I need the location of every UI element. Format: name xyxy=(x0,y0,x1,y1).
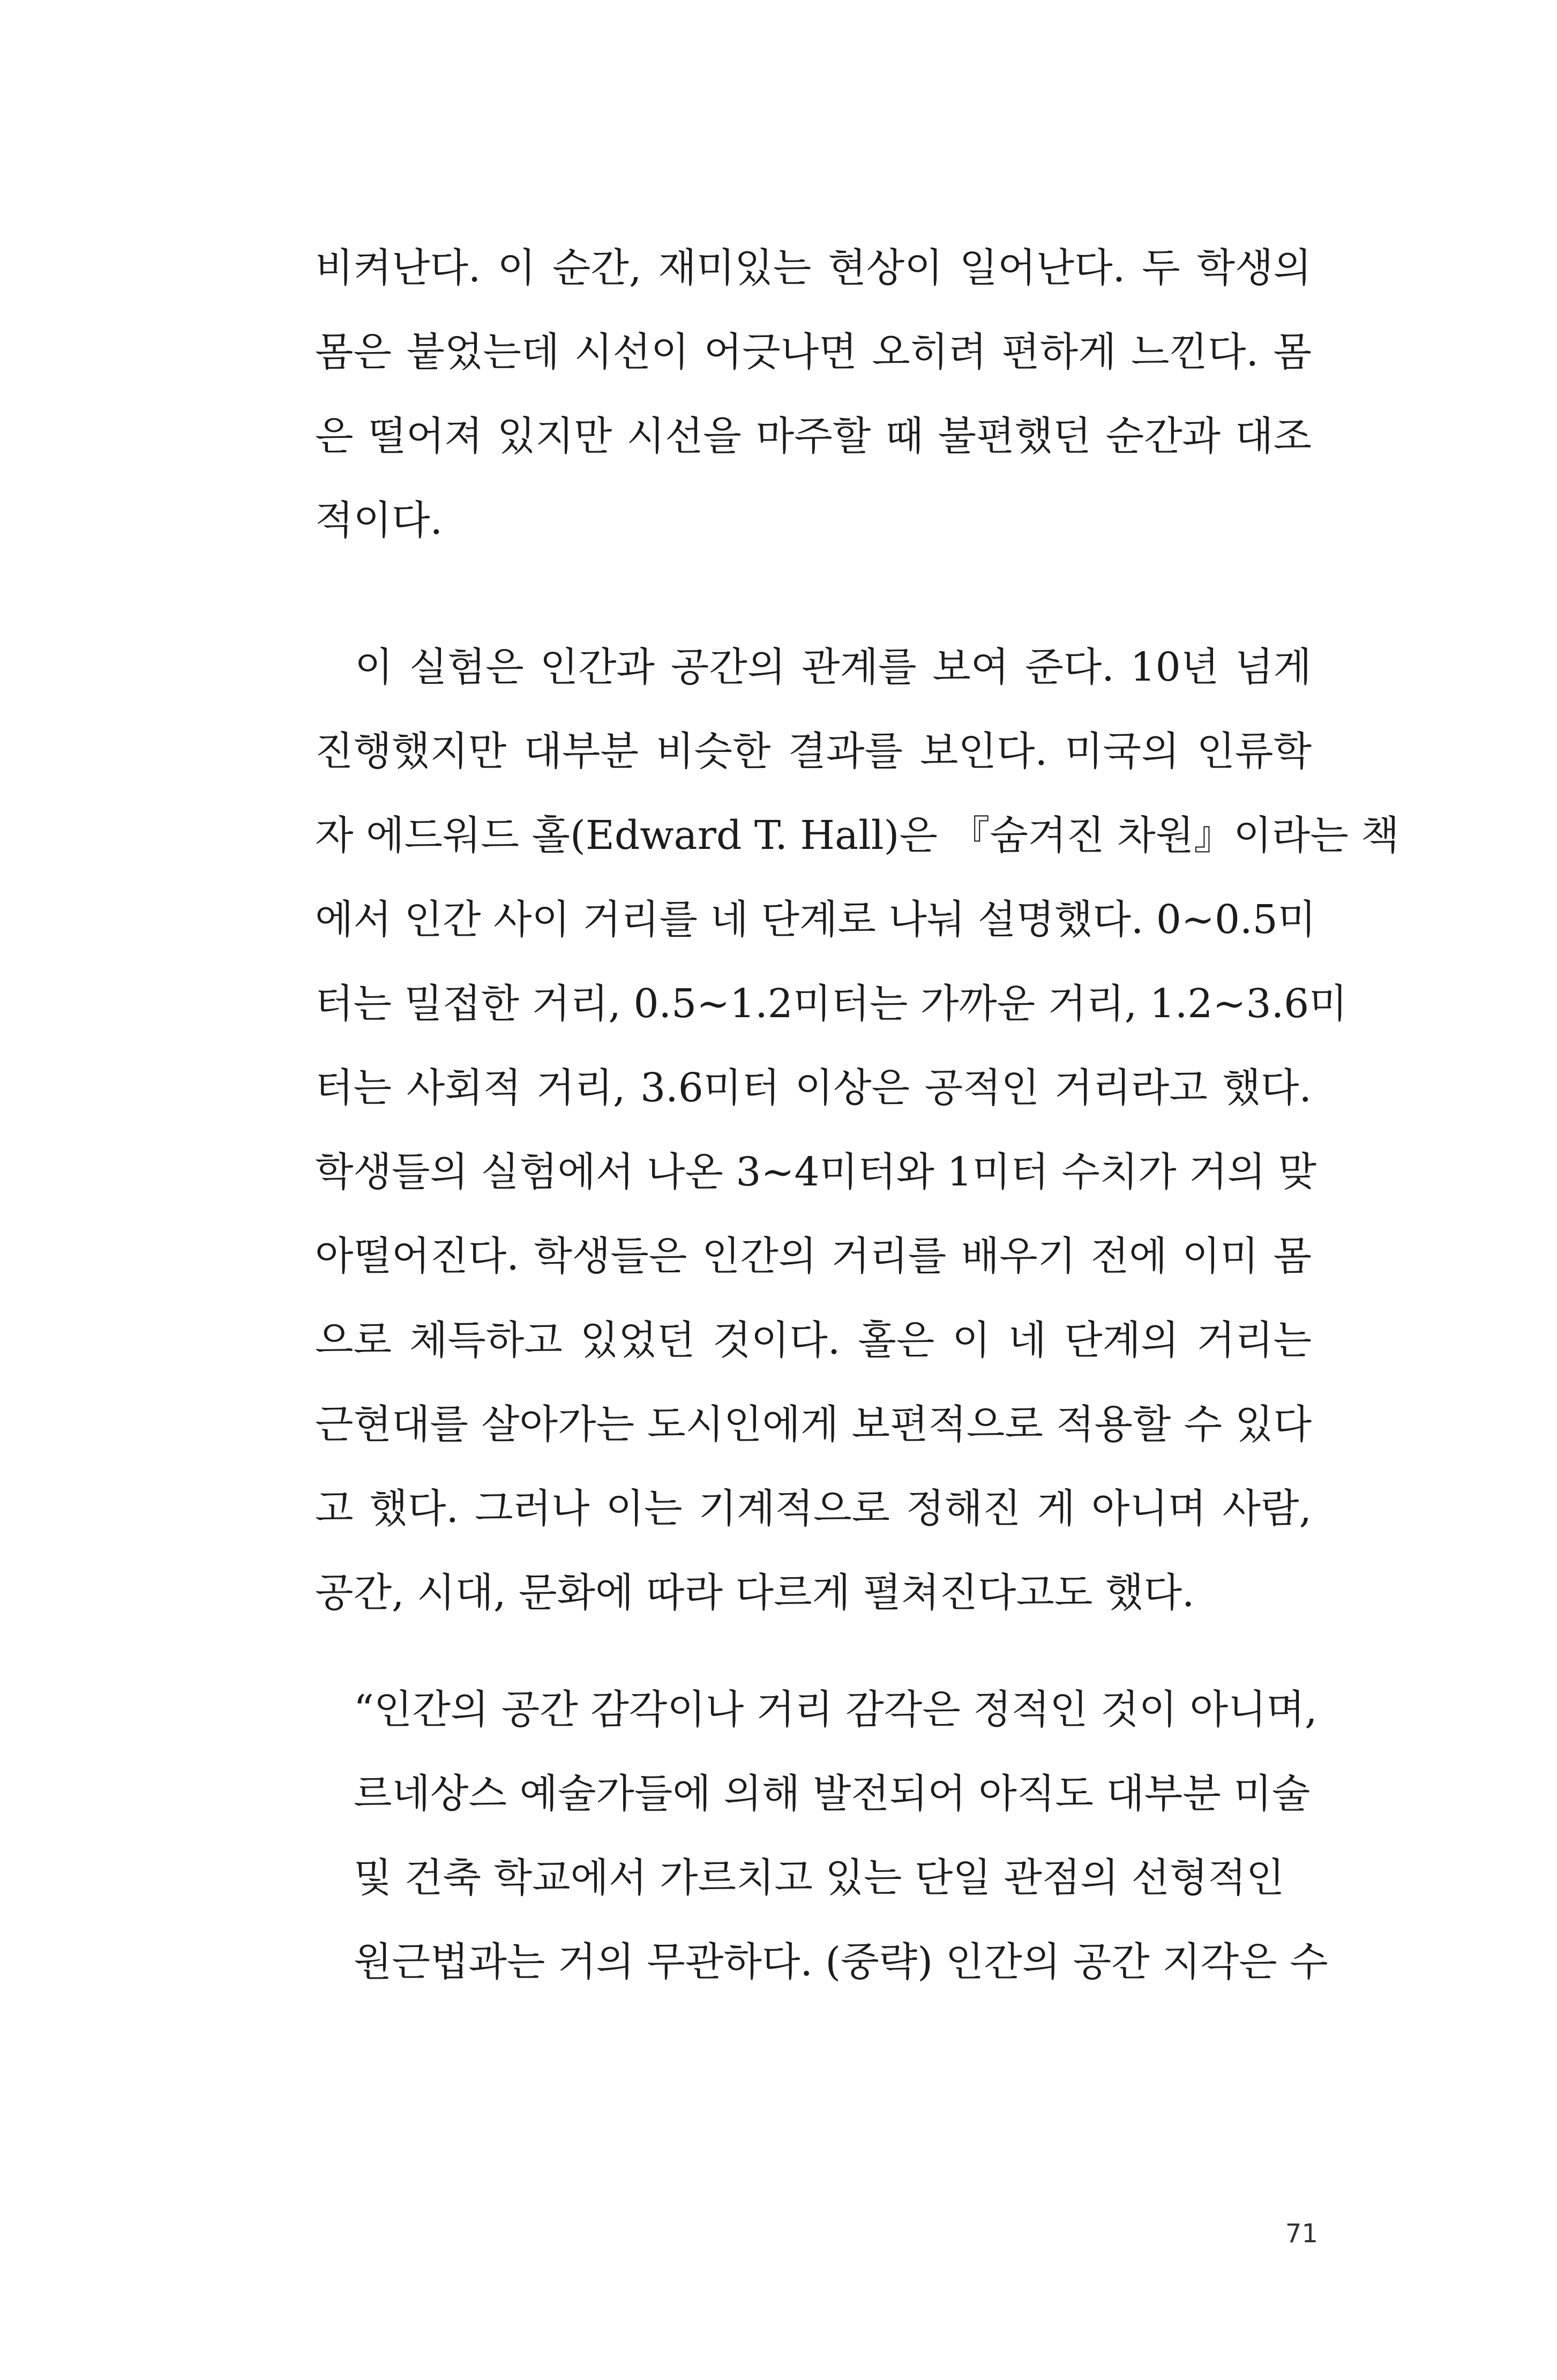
page-number: 71 xyxy=(1285,2219,1318,2249)
text-line: 고 했다. 그러나 이는 기계적으로 정해진 게 아니며 사람, xyxy=(315,1486,1312,1532)
text-line: 터는 사회적 거리, 3.6미터 이상은 공적인 거리라고 했다. xyxy=(315,1065,1312,1111)
text-line: 으로 체득하고 있었던 것이다. 홀은 이 네 단계의 거리는 xyxy=(315,1317,1312,1363)
text-line: 은 떨어져 있지만 시선을 마주할 때 불편했던 순간과 대조 xyxy=(315,413,1312,459)
text-line: 아떨어진다. 학생들은 인간의 거리를 배우기 전에 이미 몸 xyxy=(315,1233,1312,1279)
text-line: 에서 인간 사이 거리를 네 단계로 나눠 설명했다. 0~0.5미 xyxy=(315,897,1316,943)
text-line: 근현대를 살아가는 도시인에게 보편적으로 적용할 수 있다 xyxy=(315,1401,1312,1448)
text-line: 비켜난다. 이 순간, 재미있는 현상이 일어난다. 두 학생의 xyxy=(315,245,1312,291)
text-line: 자 에드워드 홀(Edward T. Hall)은 『숨겨진 차원』이라는 책 xyxy=(315,812,1399,859)
quote-line: 르네상스 예술가들에 의해 발전되어 아직도 대부분 미술 xyxy=(354,1771,1311,1817)
quote-line: “인간의 공간 감각이나 거리 감각은 정적인 것이 아니며, xyxy=(354,1687,1318,1733)
text-line: 몸은 붙었는데 시선이 어긋나면 오히려 편하게 느낀다. 몸 xyxy=(315,329,1312,375)
text-line: 진행했지만 대부분 비슷한 결과를 보인다. 미국의 인류학 xyxy=(315,728,1312,774)
quote-line: 원근법과는 거의 무관하다. (중략) 인간의 공간 지각은 수 xyxy=(354,1939,1328,1985)
text-line: 공간, 시대, 문화에 따라 다르게 펼쳐진다고도 했다. xyxy=(315,1570,1195,1616)
text-line: 학생들의 실험에서 나온 3~4미터와 1미터 수치가 거의 맞 xyxy=(315,1149,1317,1195)
quote-line: 및 건축 학교에서 가르치고 있는 단일 관점의 선형적인 xyxy=(354,1855,1285,1901)
text-line: 터는 밀접한 거리, 0.5~1.2미터는 가까운 거리, 1.2~3.6미 xyxy=(315,981,1348,1027)
text-line: 적이다. xyxy=(315,497,443,543)
text-line: 이 실험은 인간과 공간의 관계를 보여 준다. 10년 넘게 xyxy=(355,644,1312,690)
